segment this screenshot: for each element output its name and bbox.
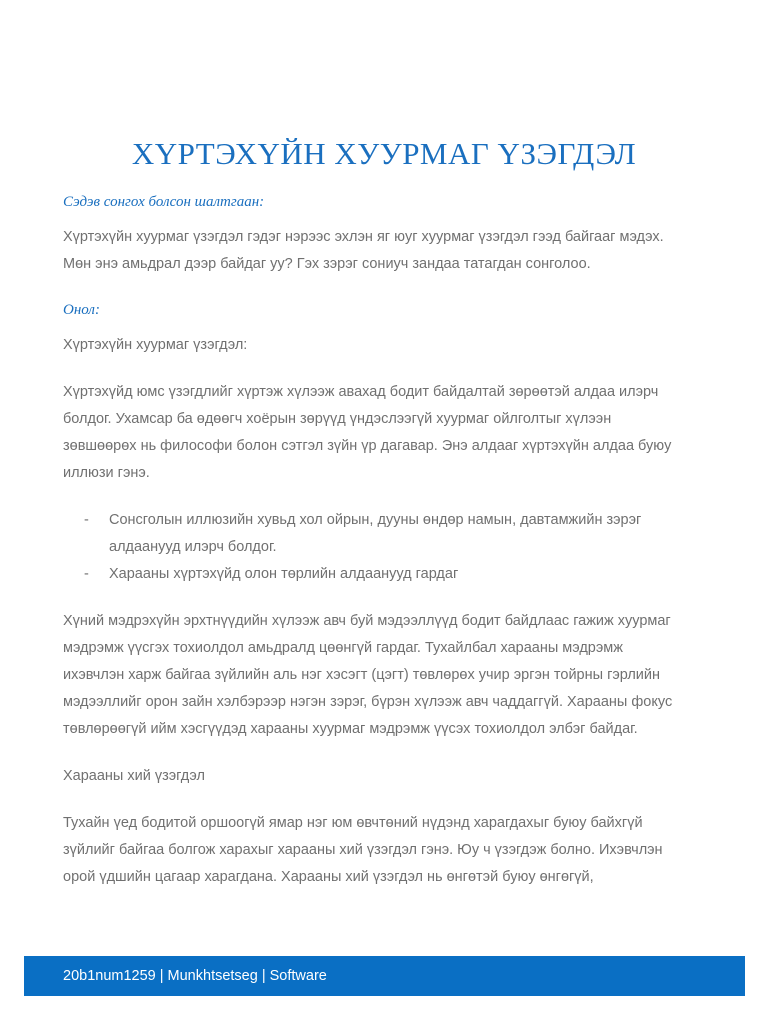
document-title: ХҮРТЭХҮЙН ХУУРМАГ ҮЗЭГДЭЛ	[131, 136, 637, 171]
illusion-line-2: болдог. Ухамсар ба өдөөгч хоёрын зөрүүд үндэслээгүй хуурмаг ойлголтыг хүлээн	[63, 411, 612, 427]
bullet-dash: -	[84, 566, 89, 582]
reason-line-1: Хүртэхүйн хуурмаг үзэгдэл гэдэг нэрээс эхлэн яг юуг хуурмаг үзэгдэл гээд байгааг мэдэх.	[63, 229, 664, 245]
senses-line-3: ихэвчлэн харж байгаа зүйлийн аль нэг хэсэгт (цэгт) төвлөрөх учир эргэн тойрны гэрлийн	[63, 667, 660, 683]
senses-line-2: мэдрэмж үүсгэх тохиолдол амьдралд цөөнгүй гардаг. Тухайлбал харааны мэдрэмж	[63, 640, 623, 656]
hallucination-line-3: орой үдшийн цагаар харагдана. Харааны хий үзэгдэл нь өнгөтэй буюу өнгөгүй,	[63, 869, 594, 885]
reason-heading: Сэдэв сонгох болсон шалтгаан:	[63, 194, 265, 210]
illusion-types-list	[63, 507, 713, 588]
hallucination-heading: Харааны хий үзэгдэл	[63, 768, 205, 784]
senses-line-1: Хүний мэдрэхүйн эрхтнүүдийн хүлээж авч буй мэдээллүүд бодит байдлаас гажиж хуурмаг	[63, 613, 671, 629]
senses-line-4: мэдээллийг орон зайн хэлбэрээр нэгэн зэрэг, бүрэн хүлээж авч чаддаггүй. Харааны фокус	[63, 694, 673, 710]
list-item	[63, 561, 713, 588]
bullet-2-line-1: Харааны хүртэхүйд олон төрлийн алдаанууд гардаг	[109, 566, 459, 582]
page-footer	[24, 956, 745, 996]
illusion-line-1: Хүртэхүйд юмс үзэгдлийг хүртэж хүлээж авахад бодит байдалтай зөрөөтэй алдаа илэрч	[63, 384, 659, 400]
theory-subheading: Хүртэхүйн хуурмаг үзэгдэл:	[63, 337, 248, 353]
reason-paragraph	[63, 224, 713, 278]
document-body	[63, 190, 713, 891]
senses-paragraph	[63, 608, 713, 743]
list-item	[63, 507, 713, 561]
hallucination-paragraph	[63, 810, 713, 891]
illusion-line-3: зөвшөөрөх нь философи болон сэтгэл зүйн үр дагавар. Энэ алдааг хүртэхүйн алдаа буюу	[63, 438, 672, 454]
illusion-line-4: иллюзи гэнэ.	[63, 465, 150, 481]
hallucination-line-1: Тухайн үед бодитой оршоогүй ямар нэг юм өвчтөний нүдэнд харагдахыг буюу байхгүй	[63, 815, 643, 831]
hallucination-line-2: зүйлийг байгаа болгож харахыг харааны хий үзэгдэл гэнэ. Юу ч үзэгдэж болно. Ихэвчлэн	[63, 842, 663, 858]
bullet-1-line-2: алдаанууд илэрч болдог.	[109, 539, 277, 555]
senses-line-5: төвлөрөөгүй ийм хэсгүүдэд харааны хуурмаг мэдрэмж үүсэх тохиолдол элбэг байдаг.	[63, 721, 638, 737]
bullet-1-line-1: Сонсголын иллюзийн хувьд хол ойрын, дууны өндөр намын, давтамжийн зэрэг	[109, 512, 642, 528]
reason-line-2: Мөн энэ амьдрал дээр байдаг уу? Гэх зэрэг сониуч зандаа татагдан сонголоо.	[63, 256, 591, 272]
footer-text: 20b1num1259 | Munkhtsetseg | Software	[63, 968, 327, 984]
theory-heading: Онол:	[63, 302, 100, 318]
illusion-paragraph	[63, 379, 713, 487]
bullet-dash: -	[84, 512, 89, 528]
